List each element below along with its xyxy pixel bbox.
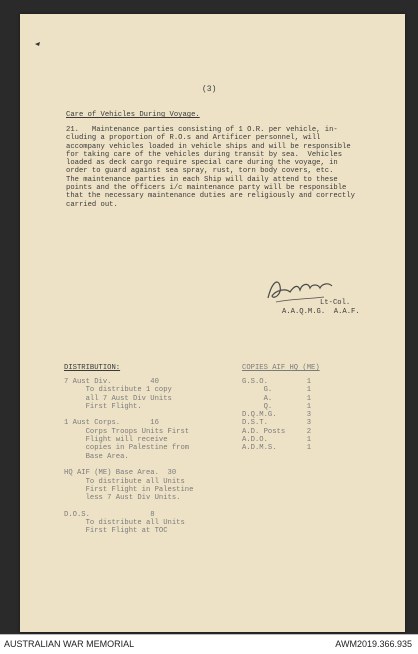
signature-unit: A.A.Q.M.G. A.A.F. — [282, 308, 360, 316]
catalogue-reference: AWM2019.366.935 — [335, 639, 412, 649]
paragraph-21: 21. Maintenance parties consisting of 1 O.R. per vehicle, in- cluding a proportion of R.O.s and Artificer personnel, will accompany vehicles loaded in vehicle ships and will be responsible for taking care of the vehicles during transit by sea. Vehicles loaded as deck cargo require special care during the voyage, in order to guard against sea spray, rust, torn body covers, etc. The maintenance parties in each Ship will daily attend to these points and the officers i/c maintenance party will be responsible that the necessary maintenance duties are religiously and correctly carried out. — [66, 126, 355, 209]
collection-name: AUSTRALIAN WAR MEMORIAL — [4, 639, 135, 649]
section-heading: Care of Vehicles During Voyage. — [66, 111, 200, 119]
distribution-heading: DISTRIBUTION: — [64, 364, 121, 372]
archive-footer — [0, 634, 418, 654]
distribution-list: 7 Aust Div. 40 To distribute 1 copy all 7 Aust Div Units First Flight. 1 Aust Corps. 16 Corps Troops Units First Flight will receive copies in Palestine from Base Area. HQ AIF (ME) Base Area. 30 To distribute all Units First Flight in Palestine less 7 Aust Div Units. D.O.S. 8 To distribute all Units First Flight at TOC — [64, 378, 194, 536]
copies-heading: COPIES AIF HQ (ME) — [242, 364, 320, 372]
document-page — [20, 14, 405, 632]
ink-mark-icon — [34, 40, 42, 48]
page-number: (3) — [202, 85, 217, 94]
copies-list: G.S.O. 1 G. 1 A. 1 Q. 1 D.Q.M.G. 3 D.S.T. 3 A.D. Posts 2 A.D.O. 1 A.D.M.S. 1 — [242, 378, 312, 453]
signature-rank: Lt-Col. — [320, 299, 351, 307]
